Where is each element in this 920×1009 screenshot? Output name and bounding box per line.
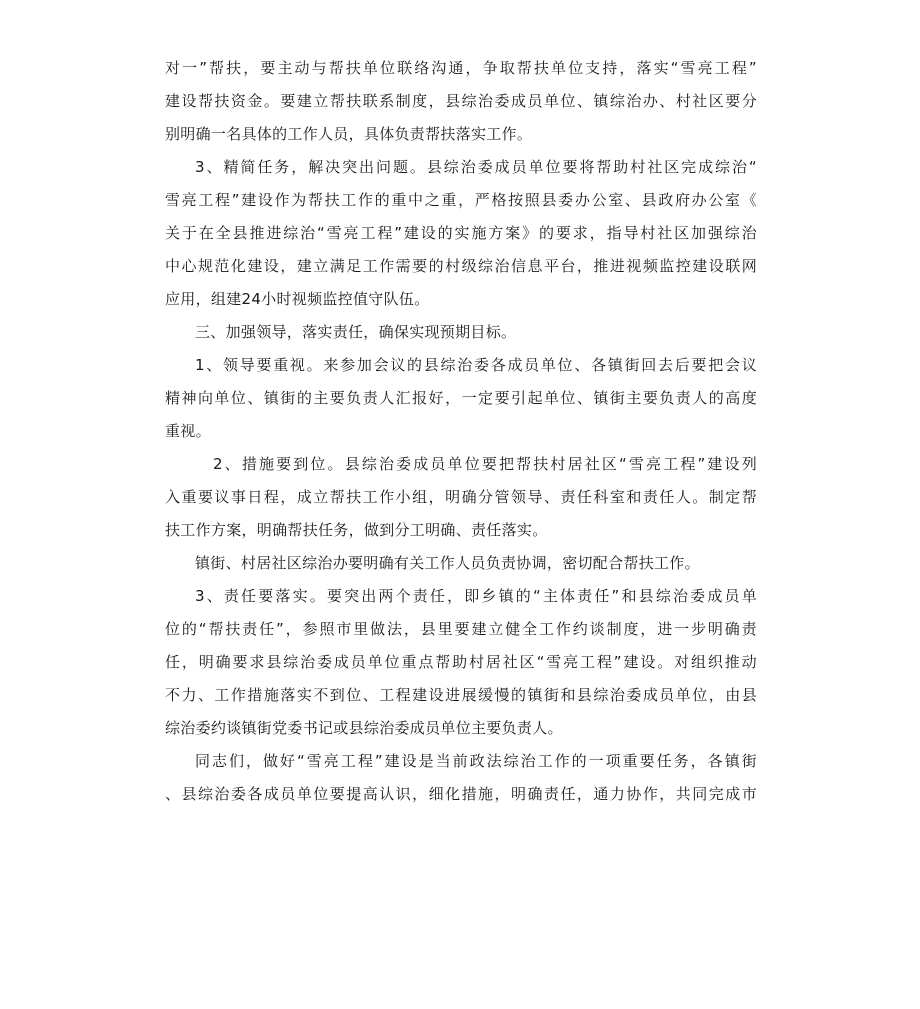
text-line: 建设帮扶资金。要建立帮扶联系制度，县综治委成员单位、镇综治办、村社区要分 xyxy=(165,92,757,110)
text-line: 对一”帮扶，要主动与帮扶单位联络沟通，争取帮扶单位支持，落实“雪亮工程” xyxy=(165,59,757,77)
document-body xyxy=(165,52,757,811)
text-line: 3、责任要落实。要突出两个责任，即乡镇的“主体责任”和县综治委成员单 xyxy=(195,587,757,605)
text-line: 1、领导要重视。来参加会议的县综治委各成员单位、各镇街回去后要把会议 xyxy=(195,356,757,374)
text-line: 关于在全县推进综治“雪亮工程”建设的实施方案》的要求，指导村社区加强综治 xyxy=(165,224,757,242)
text-line: 同志们，做好“雪亮工程”建设是当前政法综治工作的一项重要任务，各镇街 xyxy=(195,752,757,770)
text-line: 任，明确要求县综治委成员单位重点帮助村居社区“雪亮工程”建设。对组织推动 xyxy=(165,653,757,671)
text-line: 三、加强领导，落实责任，确保实现预期目标。 xyxy=(195,323,517,341)
text-line: 2、措施要到位。县综治委成员单位要把帮扶村居社区“雪亮工程”建设列 xyxy=(213,455,757,473)
text-line: 精神向单位、镇街的主要负责人汇报好，一定要引起单位、镇街主要负责人的高度 xyxy=(165,389,757,407)
text-line: 重视。 xyxy=(165,422,211,440)
text-line: 应用，组建24小时视频监控值守队伍。 xyxy=(165,290,430,308)
text-line: 3、精简任务，解决突出问题。县综治委成员单位要将帮助村社区完成综治“ xyxy=(195,158,757,176)
text-line: 扶工作方案，明确帮扶任务，做到分工明确、责任落实。 xyxy=(165,521,548,539)
text-line: 位的“帮扶责任”，参照市里做法，县里要建立健全工作约谈制度，进一步明确责 xyxy=(165,620,757,638)
text-line: 入重要议事日程，成立帮扶工作小组，明确分管领导、责任科室和责任人。制定帮 xyxy=(165,488,757,506)
text-line: 雪亮工程”建设作为帮扶工作的重中之重，严格按照县委办公室、县政府办公室《 xyxy=(165,191,757,209)
text-line: 不力、工作措施落实不到位、工程建设进展缓慢的镇街和县综治委成员单位，由县 xyxy=(165,686,757,704)
text-line: 、县综治委各成员单位要提高认识，细化措施，明确责任，通力协作，共同完成市 xyxy=(165,785,757,803)
text-line: 别明确一名具体的工作人员，具体负责帮扶落实工作。 xyxy=(165,125,533,143)
text-line: 镇街、村居社区综治办要明确有关工作人员负责协调，密切配合帮扶工作。 xyxy=(195,554,700,572)
text-line: 综治委约谈镇街党委书记或县综治委成员单位主要负责人。 xyxy=(165,719,563,737)
text-line: 中心规范化建设，建立满足工作需要的村级综治信息平台，推进视频监控建设联网 xyxy=(165,257,757,275)
